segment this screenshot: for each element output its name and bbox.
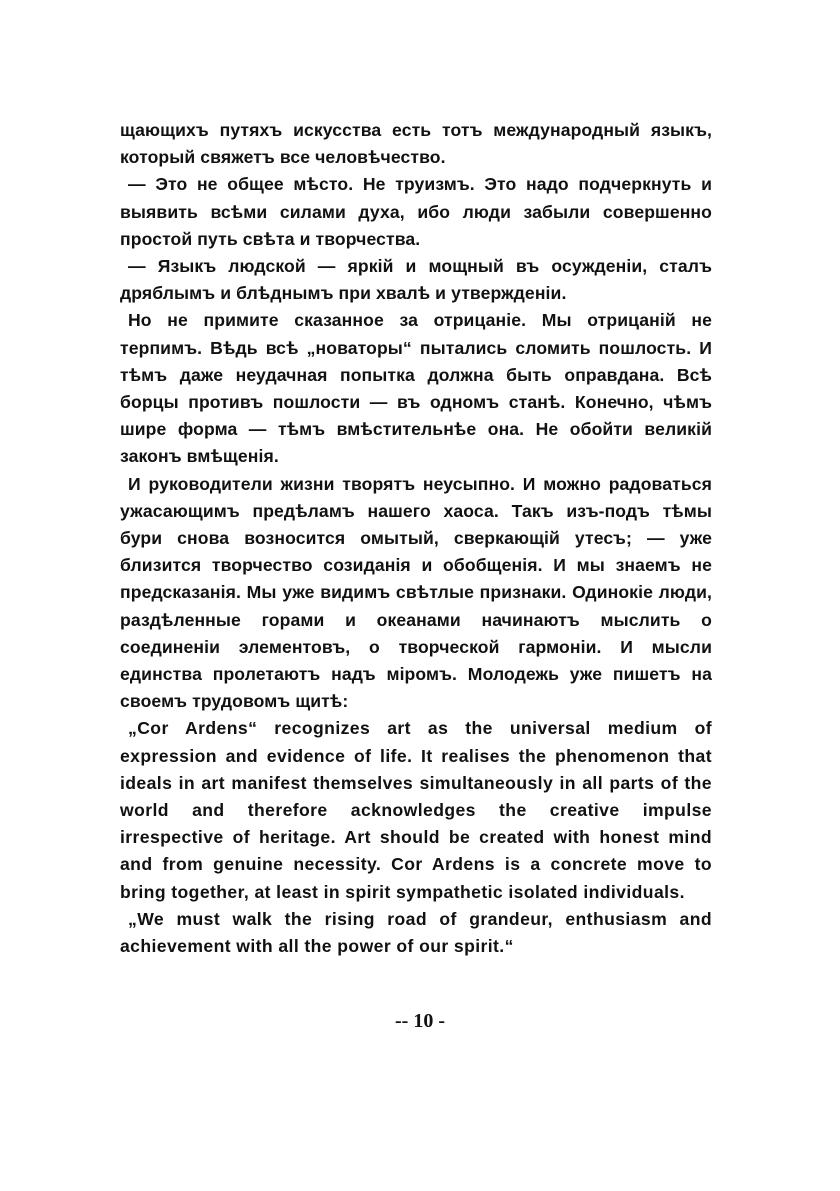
paragraph-2: — Это не общее мѣсто. Не труизмъ. Это надо подчеркнуть и выявить всѣми силами духа, ибо люди забыли совершенно простой путь свѣта и творчества. (120, 174, 712, 249)
paragraph-6-english-quote: „Cor Ardens“ recognizes art as the universal medium of expression and evidence of life. It realises the phenomenon that ideals in art manifest themselves simultaneously in all parts of the world and therefore acknowledges the creative impulse irrespective of heritage. Art should be created with honest mind and from genuine necessity. Cor Ardens is a concrete move to bring together, at least in spirit sympathetic isolated individuals. (120, 718, 712, 902)
paragraph-3: — Языкъ людской — яркiй и мощный въ осужденiи, сталъ дряблымъ и блѣднымъ при хвалѣ и утвержденiи. (120, 256, 712, 304)
paragraph-5: И руководители жизни творятъ неусыпно. И можно радоваться ужасающимъ предѣламъ нашего хаоса. Такъ изъ-подъ тѣмы бури снова возносится омытый, сверкающiй утесъ; — уже близится творчество созиданiя и обобщенiя. И мы знаемъ не предсказанiя. Мы уже видимъ свѣтлые признаки. Одинокiе люди, раздѣленные горами и океанами начинаютъ мыслить о соединенiи элементовъ, о творческой гармонiи. И мысли единства пролетаютъ надъ мiромъ. Молодежь уже пишетъ на своемъ трудовомъ щитѣ: (120, 473, 712, 712)
paragraph-1: щающихъ путяхъ искусства есть тотъ международный языкъ, который свяжетъ все человѣчество. (120, 120, 712, 168)
paragraph-7-english-quote: „We must walk the rising road of grandeur, enthusiasm and achievement with all the power of our spirit.“ (120, 908, 712, 957)
page-number: -- 10 - (395, 1010, 445, 1032)
body-text (120, 117, 712, 960)
paragraph-4: Но не примите сказанное за отрицанiе. Мы отрицанiй не терпимъ. Вѣдь всѣ „новаторы“ пытались сломить пошлость. И тѣмъ даже неудачная попытка должна быть оправдана. Всѣ борцы противъ пошлости — въ одномъ станѣ. Конечно, чѣмъ шире форма — тѣмъ вмѣстительнѣе она. Не обойти великiй законъ вмѣщенiя. (120, 310, 712, 467)
